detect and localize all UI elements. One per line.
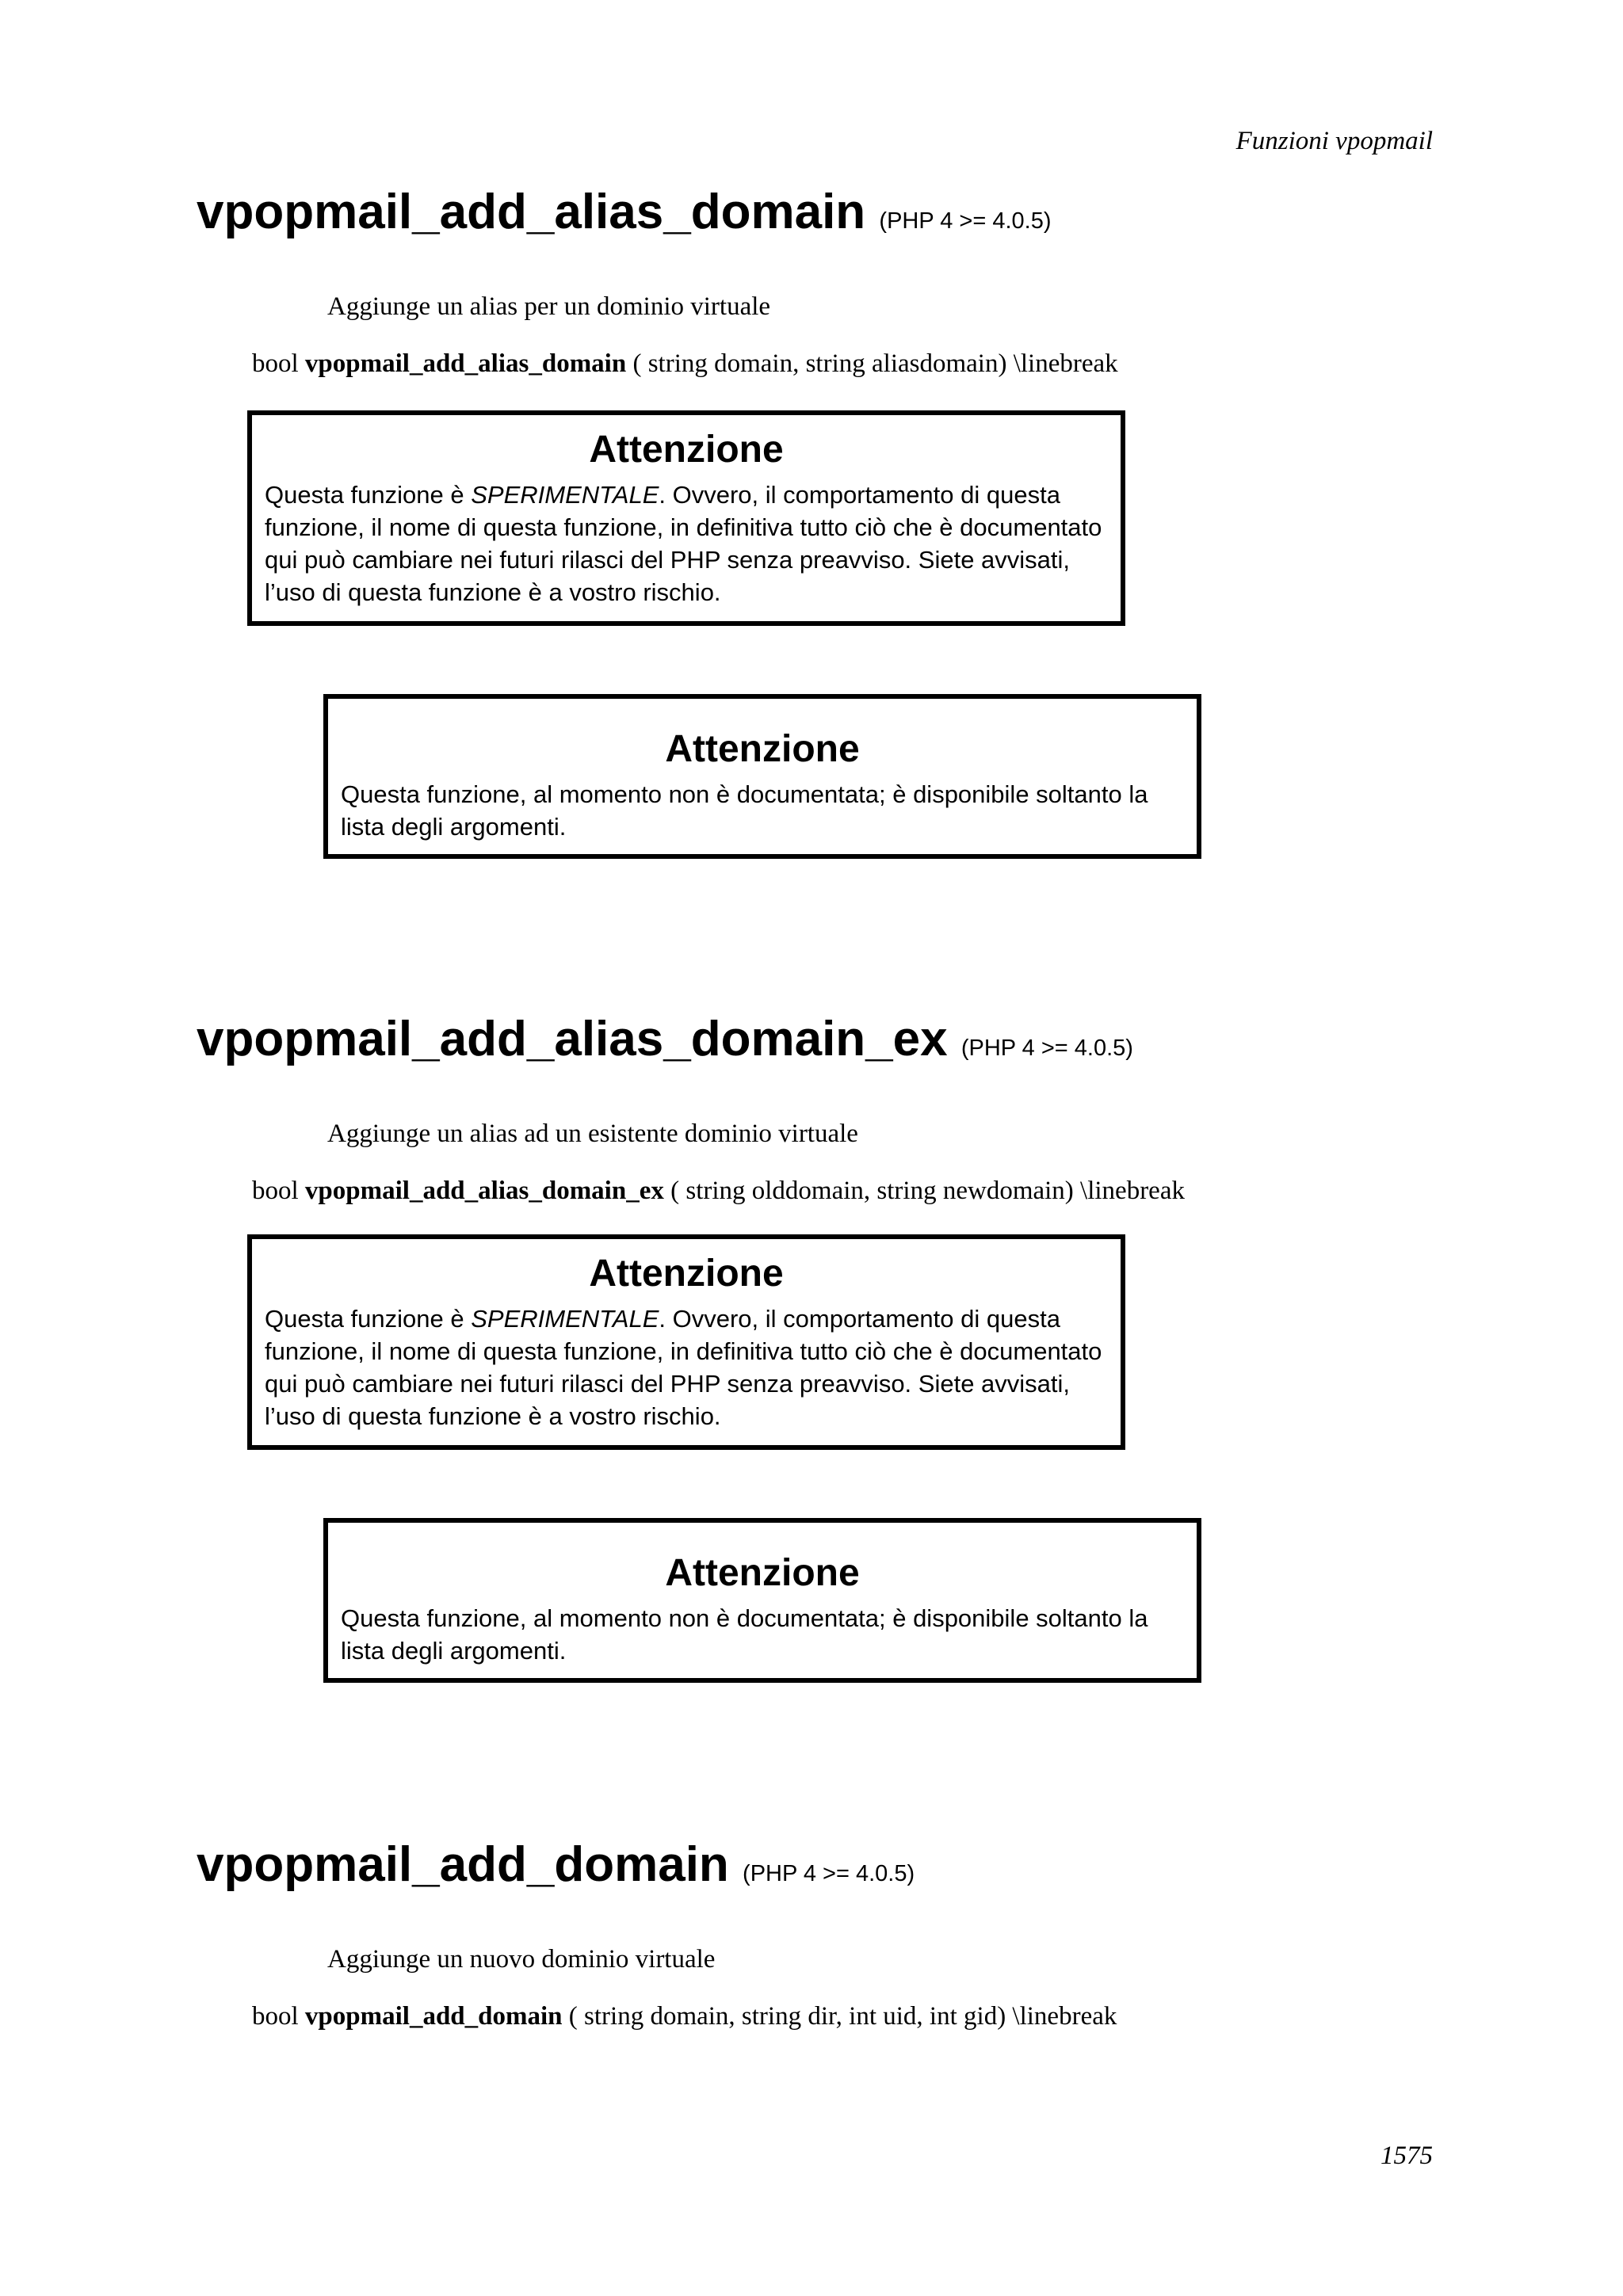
- signature-args: ( string domain, string aliasdomain) \linebreak: [632, 349, 1118, 378]
- function-name: vpopmail_add_alias_domain: [197, 185, 866, 239]
- function-title: [197, 181, 1433, 253]
- undocumented-warning-box: [323, 694, 1201, 859]
- warning-text: Questa funzione è SPERIMENTALE. Ovvero, il comportamento di questa funzione, il nome di questa funzione, in definitiva tutto ciò che è documentato qui può cambiare nei futuri rilasci del PHP senza preavviso. Siete avvisati, l’uso di questa funzione è a vostro rischio.: [265, 481, 1102, 606]
- function-entry: [197, 1008, 1433, 1207]
- function-purpose: Aggiunge un nuovo dominio virtuale: [327, 1945, 716, 1974]
- undocumented-warning-box: [323, 1518, 1201, 1683]
- warning-emphasis: SPERIMENTALE: [471, 481, 659, 509]
- return-type: bool: [252, 1177, 299, 1205]
- warning-title: Attenzione: [665, 1552, 860, 1594]
- function-purpose: Aggiunge un alias per un dominio virtuale: [327, 292, 771, 321]
- signature-function-name: vpopmail_add_alias_domain_ex: [304, 1177, 664, 1205]
- warning-emphasis: SPERIMENTALE: [471, 1305, 659, 1333]
- function-title: [197, 1833, 1433, 1905]
- warning-title: Attenzione: [589, 1253, 784, 1295]
- signature-args: ( string olddomain, string newdomain) \linebreak: [670, 1177, 1185, 1205]
- php-version: (PHP 4 >= 4.0.5): [960, 1035, 1133, 1061]
- function-entry: [197, 181, 1433, 379]
- signature-function-name: vpopmail_add_domain: [304, 2002, 563, 2031]
- function-signature: [252, 348, 1433, 379]
- warning-title: Attenzione: [589, 429, 784, 471]
- function-name: vpopmail_add_alias_domain_ex: [197, 1012, 948, 1066]
- function-name: vpopmail_add_domain: [197, 1837, 729, 1892]
- function-title: [197, 1008, 1433, 1080]
- running-header: Funzioni vpopmail: [1235, 127, 1433, 155]
- function-entry: [197, 1833, 1433, 2032]
- warning-text: Questa funzione, al momento non è documentata; è disponibile soltanto la lista degli argomenti.: [341, 780, 1148, 841]
- warning-text: Questa funzione, al momento non è documentata; è disponibile soltanto la lista degli argomenti.: [341, 1604, 1148, 1665]
- signature-function-name: vpopmail_add_alias_domain: [304, 349, 627, 378]
- page-number: 1575: [1381, 2142, 1433, 2170]
- php-version: (PHP 4 >= 4.0.5): [879, 208, 1052, 234]
- warning-title: Attenzione: [665, 728, 860, 770]
- return-type: bool: [252, 349, 299, 378]
- php-version: (PHP 4 >= 4.0.5): [743, 1861, 915, 1886]
- function-signature: [252, 1175, 1433, 1207]
- experimental-warning-box: [247, 410, 1125, 626]
- return-type: bool: [252, 2002, 299, 2031]
- signature-args: ( string domain, string dir, int uid, int gid) \linebreak: [568, 2002, 1117, 2031]
- function-purpose: Aggiunge un alias ad un esistente dominio virtuale: [327, 1119, 858, 1148]
- function-signature: [252, 2000, 1433, 2032]
- warning-text: Questa funzione è SPERIMENTALE. Ovvero, il comportamento di questa funzione, il nome di questa funzione, in definitiva tutto ciò che è documentato qui può cambiare nei futuri rilasci del PHP senza preavviso. Siete avvisati, l’uso di questa funzione è a vostro rischio.: [265, 1305, 1102, 1430]
- experimental-warning-box: [247, 1234, 1125, 1450]
